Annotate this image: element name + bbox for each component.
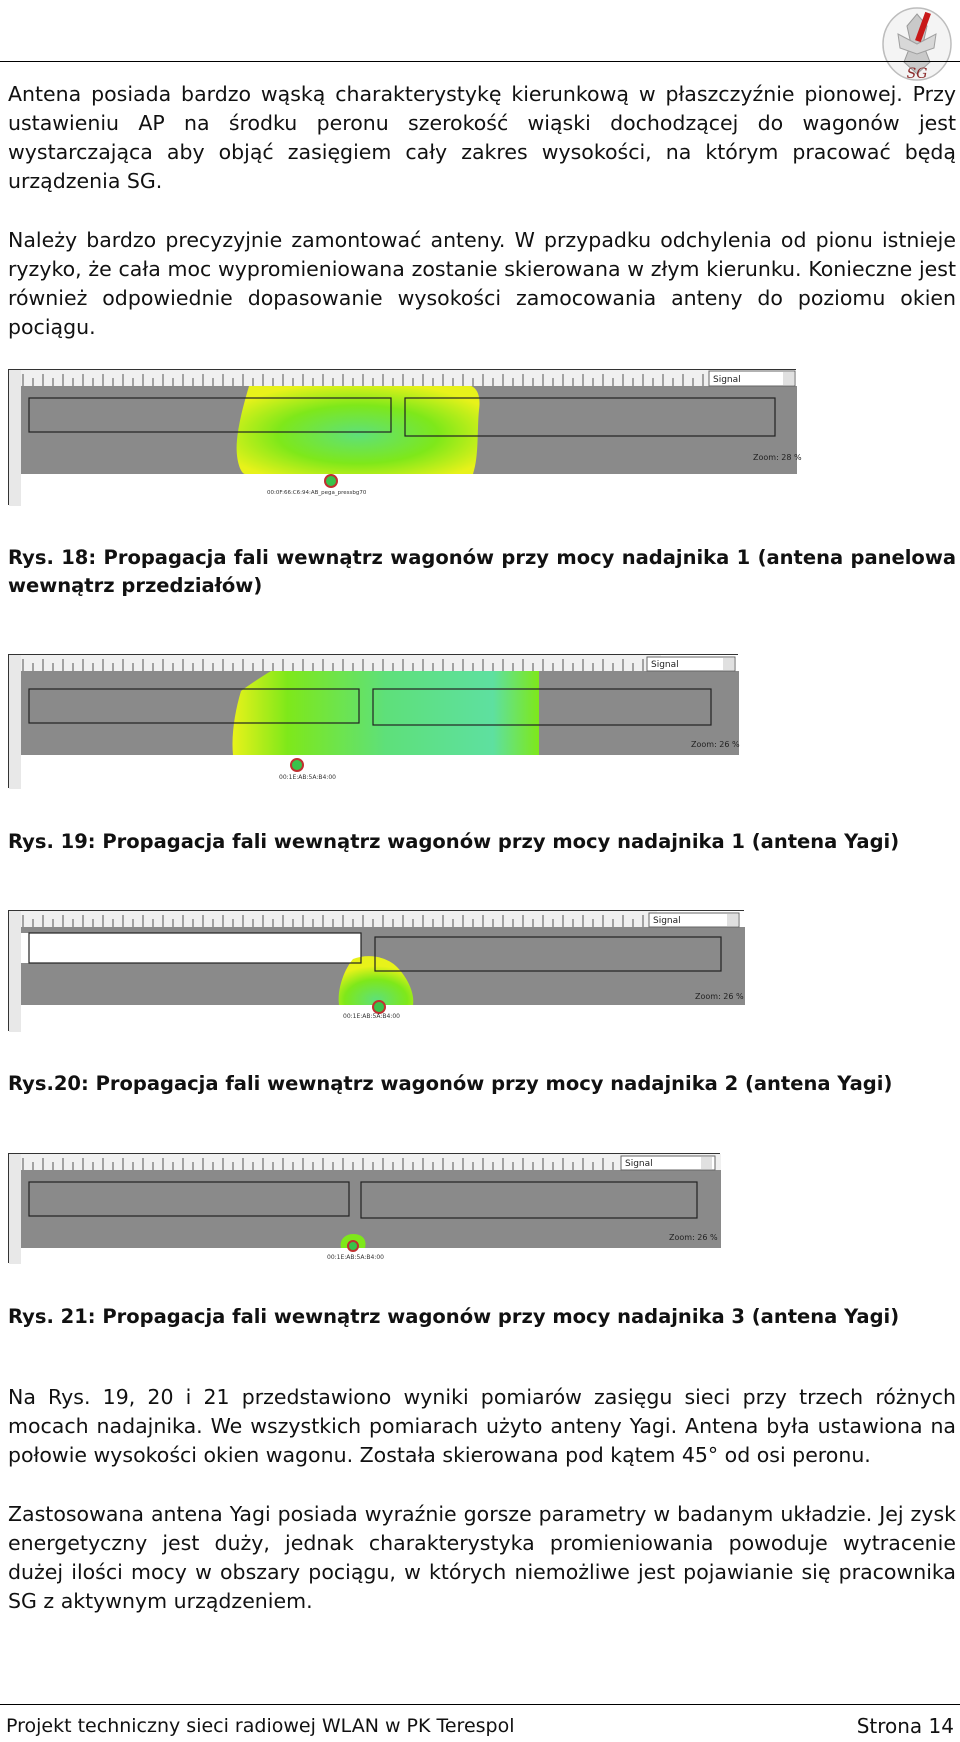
access-point-label: 00:1E:AB:5A:B4:00 xyxy=(279,774,336,781)
paragraph-yagi-assessment: Zastosowana antena Yagi posiada wyraźnie gorsze parametry w badanym układzie. Jej zysk energetyczny jest duży, jednak charakterystyka promieniowania powoduje wytracenie dużej ilości mocy w obszary pociągu, w których niemożliwe jest pojawianie się pracownika SG z aktywnym urządzeniem. xyxy=(8,1502,956,1613)
access-point-marker xyxy=(325,475,337,487)
caption-figure-18: Rys. 18: Propagacja fali wewnątrz wagonów przy mocy nadajnika 1 (antena panelowa wewnątrz przedziałów) xyxy=(8,546,956,597)
signal-dropdown-label: Signal xyxy=(713,375,741,385)
access-point-label: 00:0F:66:C6:94:AB_pega_pressbg70 xyxy=(267,490,367,496)
access-point-label: 00:1E:AB:5A:B4:00 xyxy=(343,1013,400,1020)
zoom-label: Zoom: 26 % xyxy=(669,1233,718,1242)
zoom-label: Zoom: 26 % xyxy=(695,992,744,1001)
figure-18-screenshot xyxy=(8,369,802,505)
figure-20-screenshot xyxy=(8,910,744,1031)
figure-19-screenshot xyxy=(8,654,738,788)
caption-figure-20: Rys.20: Propagacja fali wewnątrz wagonów przy mocy nadajnika 2 (antena Yagi) xyxy=(8,1072,893,1095)
signal-dropdown-label: Signal xyxy=(625,1159,653,1169)
footer-document-title: Projekt techniczny sieci radiowej WLAN w PK Terespol xyxy=(6,1715,515,1737)
access-point-label: 00:1E:AB:5A:B4:00 xyxy=(327,1254,384,1261)
paragraph-mounting-precision: Należy bardzo precyzyjnie zamontować anteny. W przypadku odchylenia od pionu istnieje ryzyko, że cała moc wypromieniowana zostanie skierowana w złym kierunku. Konieczne jest również odpowiednie dopasowanie wysokości zamocowania anteny do poziomu okien pociągu. xyxy=(8,228,956,339)
institution-logo xyxy=(878,4,956,90)
header-rule xyxy=(0,61,960,62)
zoom-label: Zoom: 28 % xyxy=(753,453,802,462)
paragraph-antenna-characteristic: Antena posiada bardzo wąską charakterystykę kierunkową w płaszczyźnie pionowej. Przy ustawieniu AP na środku peronu szerokość wiąski dochodzącej do wagonów jest wystarczająca aby objąć zasięgiem cały zakres wysokości, na którym pracować będą urządzenia SG. xyxy=(8,82,956,193)
footer-rule xyxy=(0,1704,960,1705)
access-point-marker xyxy=(373,1001,385,1013)
access-point-marker xyxy=(291,759,303,771)
footer-page-number: Strona 14 xyxy=(856,1714,954,1738)
access-point-marker xyxy=(348,1241,358,1251)
paragraph-measurement-results: Na Rys. 19, 20 i 21 przedstawiono wyniki pomiarów zasięgu sieci przy trzech różnych mocach nadajnika. We wszystkich pomiarach użyto anteny Yagi. Antena była ustawiona na połowie wysokości okien wagonu. Została skierowana pod kątem 45° od osi peronu. xyxy=(8,1385,956,1467)
svg-text:SG: SG xyxy=(906,66,928,82)
zoom-label: Zoom: 26 % xyxy=(691,740,740,749)
signal-dropdown-label: Signal xyxy=(651,660,679,670)
figure-21-screenshot xyxy=(8,1153,720,1263)
signal-dropdown-label: Signal xyxy=(653,916,681,926)
caption-figure-21: Rys. 21: Propagacja fali wewnątrz wagonów przy mocy nadajnika 3 (antena Yagi) xyxy=(8,1305,900,1328)
caption-figure-19: Rys. 19: Propagacja fali wewnątrz wagonów przy mocy nadajnika 1 (antena Yagi) xyxy=(8,830,900,853)
